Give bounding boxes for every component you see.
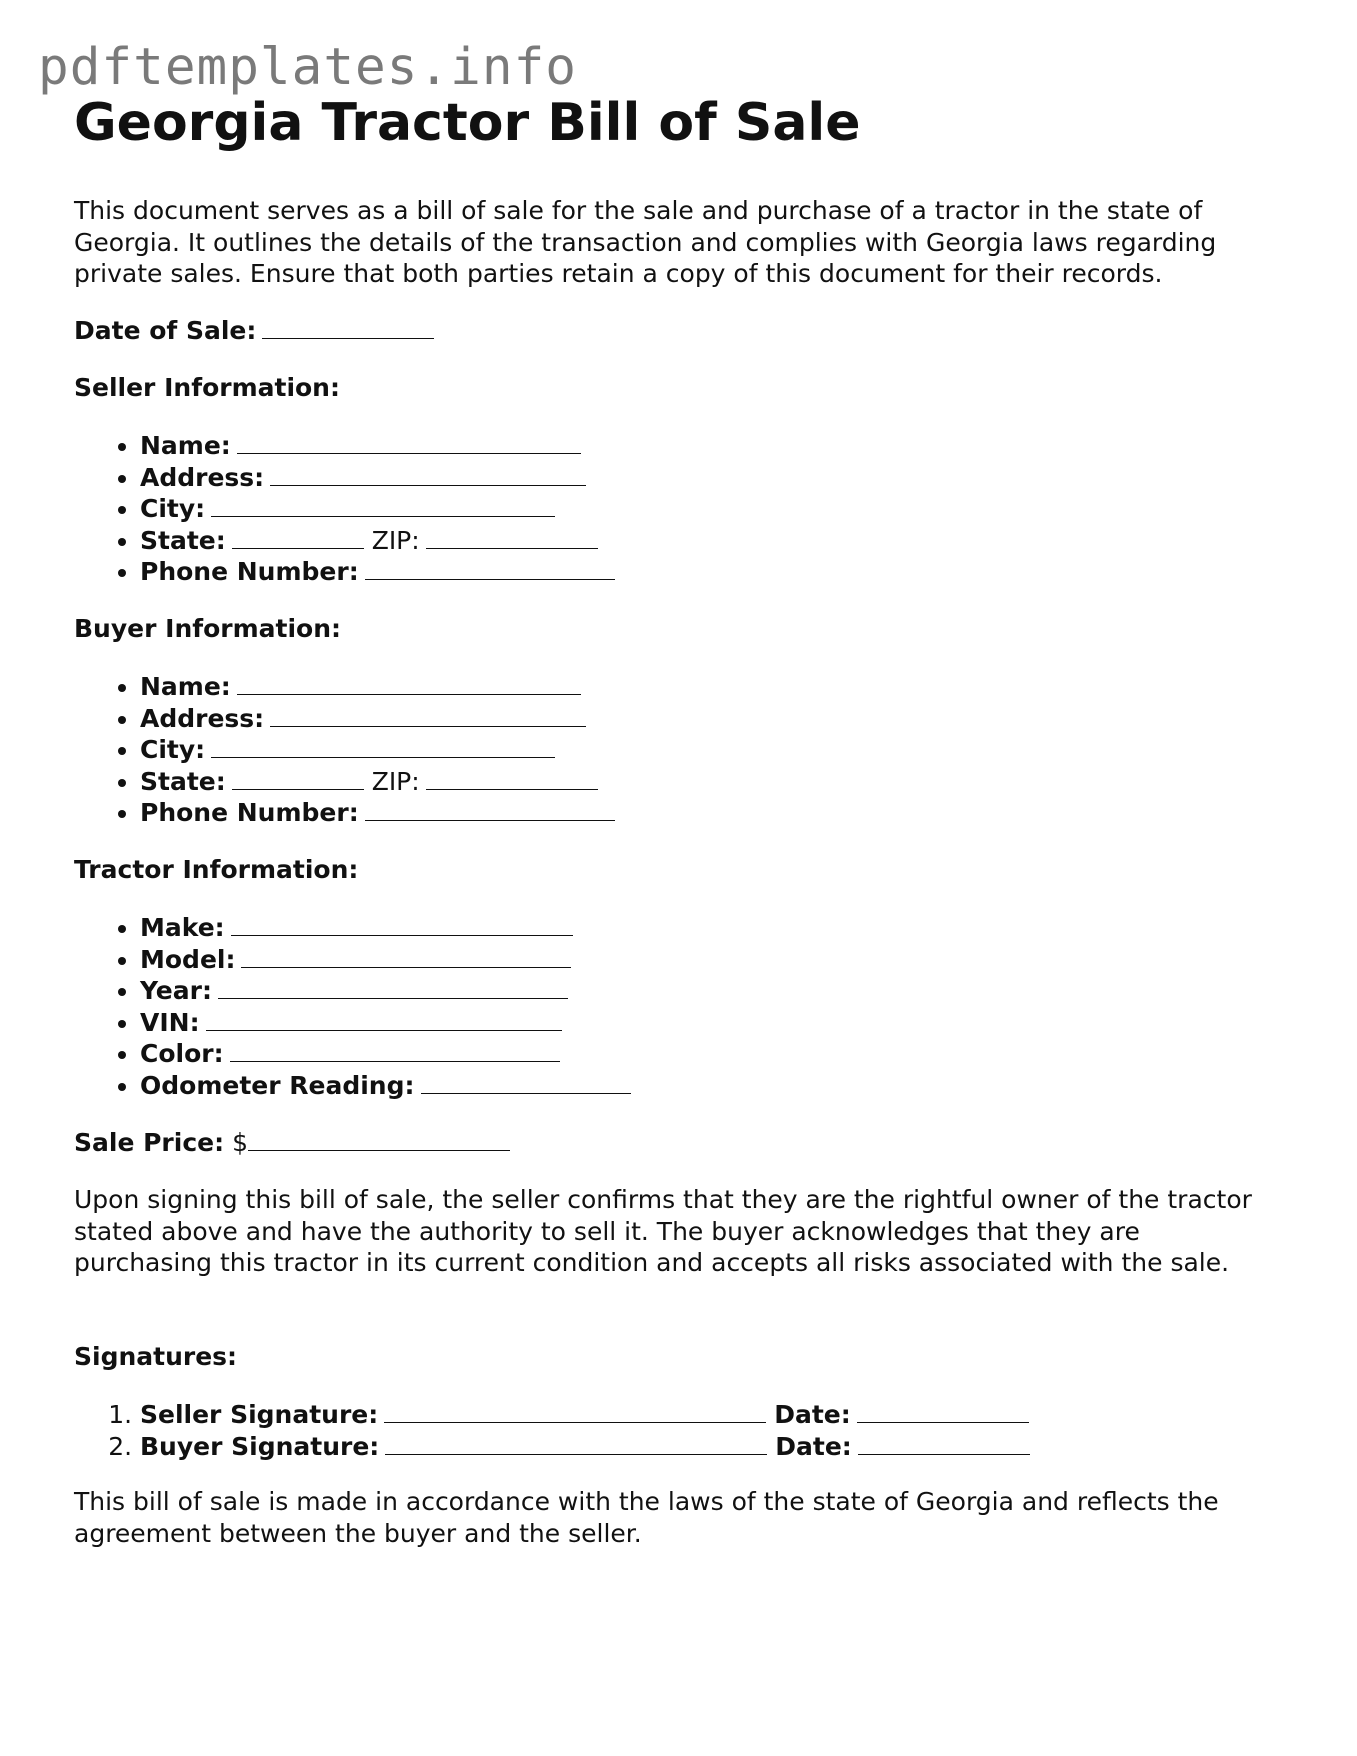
tractor-model-field[interactable] (241, 944, 571, 968)
watermark: pdftemplates.info (38, 38, 577, 97)
tractor-vin-field[interactable] (206, 1007, 562, 1031)
seller-phone-field[interactable] (365, 556, 615, 580)
seller-heading: Seller Information: (74, 373, 340, 402)
seller-name-label: Name: (140, 431, 231, 460)
buyer-name-label: Name: (140, 672, 231, 701)
seller-name-row (140, 430, 615, 462)
buyer-signature-row (140, 1431, 1030, 1463)
buyer-zip-field[interactable] (426, 766, 598, 790)
sale-price-label: Sale Price: (74, 1128, 225, 1157)
page-title: Georgia Tractor Bill of Sale (74, 93, 861, 153)
tractor-heading: Tractor Information: (74, 855, 359, 884)
tractor-odometer-label: Odometer Reading: (140, 1070, 415, 1100)
buyer-name-field[interactable] (237, 671, 581, 695)
seller-city-label: City: (140, 494, 206, 523)
seller-city-row (140, 493, 615, 525)
date-of-sale-row (74, 315, 434, 347)
seller-signature-label: Seller Signature: (140, 1400, 379, 1429)
tractor-make-row (140, 912, 631, 944)
buyer-phone-label: Phone Number: (140, 798, 359, 827)
date-of-sale-label: Date of Sale: (74, 316, 257, 345)
buyer-signature-label: Buyer Signature: (140, 1431, 380, 1461)
buyer-phone-row (140, 797, 615, 829)
seller-address-label: Address: (140, 462, 265, 492)
buyer-city-label: City: (140, 735, 206, 764)
seller-city-field[interactable] (211, 493, 555, 517)
intro-paragraph: This document serves as a bill of sale for the sale and purchase of a tractor in the state of Georgia. It outlines the details of the transaction and complies with Georgia laws regarding private sales. Ensure that both parties retain a copy of this document for their records. (74, 196, 1217, 288)
tractor-year-label: Year: (140, 976, 212, 1005)
buyer-state-label: State: (140, 766, 226, 796)
tractor-model-label: Model: (140, 944, 236, 974)
buyer-date-field[interactable] (858, 1431, 1030, 1455)
closing-paragraph: This bill of sale is made in accordance with the laws of the state of Georgia and reflects the agreement between the buyer and the seller. (74, 1487, 1219, 1548)
tractor-vin-row (140, 1007, 631, 1039)
currency-symbol: $ (232, 1128, 248, 1157)
seller-address-field[interactable] (270, 462, 586, 486)
buyer-address-label: Address: (140, 703, 265, 733)
seller-fields (74, 430, 615, 588)
buyer-state-field[interactable] (232, 766, 364, 790)
tractor-vin-label: VIN: (140, 1007, 200, 1037)
seller-name-field[interactable] (237, 430, 581, 454)
buyer-heading: Buyer Information: (74, 614, 342, 643)
tractor-model-row (140, 944, 631, 976)
buyer-fields (74, 671, 615, 829)
sale-price-row (74, 1127, 510, 1159)
buyer-address-row (140, 703, 615, 735)
tractor-odometer-row (140, 1070, 631, 1102)
tractor-fields (74, 912, 631, 1101)
tractor-odometer-field[interactable] (421, 1070, 631, 1094)
tractor-year-field[interactable] (218, 975, 568, 999)
tractor-color-field[interactable] (230, 1038, 560, 1062)
signature-fields (74, 1399, 1030, 1462)
seller-state-row (140, 525, 615, 557)
seller-state-field[interactable] (232, 525, 364, 549)
buyer-phone-field[interactable] (365, 797, 615, 821)
seller-zip-label: ZIP: (371, 525, 420, 555)
tractor-color-label: Color: (140, 1039, 224, 1068)
buyer-city-row (140, 734, 615, 766)
seller-date-label: Date: (774, 1400, 851, 1429)
seller-signature-field[interactable] (384, 1399, 766, 1423)
acknowledgement-paragraph: Upon signing this bill of sale, the seller confirms that they are the rightful owner of the tractor stated above and have the authority to sell it. The buyer acknowledges that they are purchasing this tractor in its current condition and accepts all risks associated with the sale. (74, 1185, 1252, 1277)
tractor-make-field[interactable] (231, 912, 573, 936)
seller-date-field[interactable] (857, 1399, 1029, 1423)
buyer-name-row (140, 671, 615, 703)
date-of-sale-field[interactable] (262, 315, 434, 339)
buyer-city-field[interactable] (211, 734, 555, 758)
buyer-address-field[interactable] (270, 703, 586, 727)
buyer-date-label: Date: (775, 1431, 852, 1461)
seller-address-row (140, 462, 615, 494)
buyer-signature-field[interactable] (385, 1431, 767, 1455)
buyer-state-row (140, 766, 615, 798)
seller-state-label: State: (140, 525, 226, 555)
signatures-heading: Signatures: (74, 1342, 238, 1371)
tractor-make-label: Make: (140, 913, 225, 942)
buyer-zip-label: ZIP: (371, 766, 420, 796)
tractor-color-row (140, 1038, 631, 1070)
sale-price-field[interactable] (248, 1127, 510, 1151)
seller-zip-field[interactable] (426, 525, 598, 549)
seller-phone-label: Phone Number: (140, 557, 359, 586)
tractor-year-row (140, 975, 631, 1007)
seller-signature-row (140, 1399, 1030, 1431)
seller-phone-row (140, 556, 615, 588)
